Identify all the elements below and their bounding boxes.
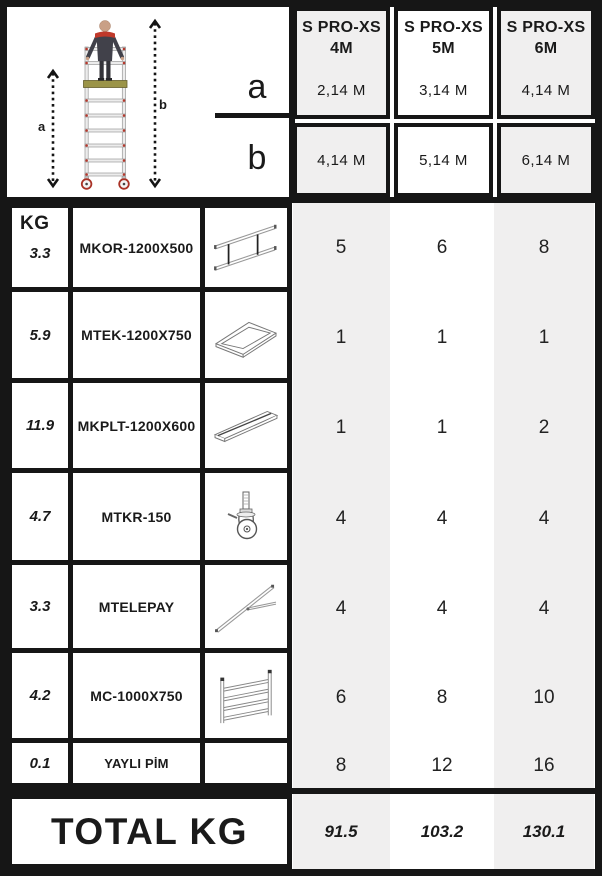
table-row xyxy=(12,565,287,653)
header-section xyxy=(7,7,595,197)
ab-row-divider xyxy=(215,113,289,118)
part-weight: 3.3 xyxy=(29,245,51,262)
part-code: YAYLI PİM xyxy=(104,755,169,771)
part-quantity: 8 xyxy=(538,236,550,258)
part-quantity: 8 xyxy=(335,754,347,776)
part-weight-cell xyxy=(12,743,73,783)
part-weight: 3.3 xyxy=(29,598,51,615)
part-weight-cell xyxy=(12,208,73,287)
part-code-cell xyxy=(73,473,205,560)
table-row xyxy=(12,383,287,473)
model-name xyxy=(404,11,483,60)
part-image-cell xyxy=(205,383,287,468)
total-value: 103.2 xyxy=(420,821,464,841)
part-code-cell xyxy=(73,383,205,468)
model-name xyxy=(302,11,381,60)
table-row xyxy=(12,473,287,565)
table-row xyxy=(12,208,287,292)
telescopic-brace-image xyxy=(212,577,280,637)
part-quantity: 5 xyxy=(335,236,347,258)
model-header-box-6m xyxy=(497,7,595,119)
part-quantity: 12 xyxy=(431,754,453,776)
part-weight: 4.7 xyxy=(29,508,51,525)
guardrail-image xyxy=(212,218,280,278)
part-weight-cell xyxy=(12,565,73,648)
part-image-cell xyxy=(205,292,287,378)
model-header-box-5m xyxy=(394,7,493,119)
part-quantity: 8 xyxy=(436,687,448,708)
dimension-b-box-4m xyxy=(293,123,390,197)
part-weight: 4.2 xyxy=(29,687,51,704)
dimension-b-value: 5,14 M xyxy=(419,151,468,169)
quantity-grid xyxy=(292,203,594,788)
part-weight-cell xyxy=(12,383,73,468)
total-value: 130.1 xyxy=(522,821,566,841)
part-image-cell xyxy=(205,473,287,560)
part-quantity: 1 xyxy=(436,326,448,348)
part-code: MKOR-1200X500 xyxy=(79,239,194,256)
end-frame-image xyxy=(212,305,280,365)
dimension-b-box-6m xyxy=(497,123,595,197)
table-row xyxy=(12,292,287,383)
part-quantity: 10 xyxy=(533,687,555,708)
part-code-cell xyxy=(73,743,205,783)
part-quantity: 6 xyxy=(335,687,347,708)
part-weight: 0.1 xyxy=(29,754,51,772)
part-weight-cell xyxy=(12,292,73,378)
part-quantity: 4 xyxy=(436,508,448,529)
dimension-b-box-5m xyxy=(394,123,493,197)
part-code-cell xyxy=(73,292,205,378)
model-size: 5M xyxy=(432,39,455,57)
model-series: S PRO-XS xyxy=(506,19,586,36)
part-code-cell xyxy=(73,565,205,648)
total-label-box xyxy=(7,794,292,869)
row-label-a: a xyxy=(247,68,267,106)
part-quantity: 2 xyxy=(538,417,550,438)
model-header-box-4m xyxy=(293,7,390,119)
part-code: MC-1000X750 xyxy=(90,687,183,704)
model-size: 6M xyxy=(534,39,558,57)
part-quantity: 4 xyxy=(538,598,550,619)
total-values-row xyxy=(292,794,594,869)
part-quantity: 4 xyxy=(335,598,347,619)
scaffold-tower-illustration xyxy=(15,9,235,193)
section-divider-total xyxy=(0,788,602,794)
total-label: TOTAL KG xyxy=(51,810,248,852)
arrow-a-label: a xyxy=(38,119,46,134)
part-code-cell xyxy=(73,653,205,738)
dimension-a-value: 4,14 M xyxy=(521,82,571,99)
kg-header: KG xyxy=(20,213,50,234)
dimension-b-value: 6,14 M xyxy=(521,151,571,169)
model-name xyxy=(507,11,586,60)
part-image-cell xyxy=(205,653,287,738)
table-row xyxy=(12,743,287,783)
part-image-cell xyxy=(205,208,287,287)
part-weight-cell xyxy=(12,653,73,738)
table-row xyxy=(12,653,287,743)
model-series: S PRO-XS xyxy=(404,19,483,36)
part-quantity: 16 xyxy=(533,754,555,776)
part-quantity: 1 xyxy=(335,417,347,438)
part-quantity: 1 xyxy=(335,326,347,348)
part-weight: 5.9 xyxy=(29,326,51,344)
platform-deck-image xyxy=(212,396,280,456)
caster-wheel-image xyxy=(221,485,271,549)
dimension-a-value: 2,14 M xyxy=(317,82,366,99)
section-divider-top xyxy=(0,197,602,203)
part-code-cell xyxy=(73,208,205,287)
part-quantity: 4 xyxy=(436,598,448,619)
part-quantity: 4 xyxy=(335,508,347,529)
parts-table xyxy=(7,203,292,788)
dimension-b-value: 4,14 M xyxy=(317,151,366,169)
part-code: MTKR-150 xyxy=(101,508,172,525)
total-value: 91.5 xyxy=(324,821,358,841)
row-label-b: b xyxy=(247,139,267,177)
part-image-cell xyxy=(205,565,287,648)
worker-figure xyxy=(86,21,124,81)
part-code: MKPLT-1200X600 xyxy=(77,417,196,434)
part-quantity: 4 xyxy=(538,508,550,529)
part-code: MTEK-1200X750 xyxy=(81,327,192,343)
part-quantity: 1 xyxy=(436,417,448,438)
part-quantity: 6 xyxy=(436,236,448,258)
part-quantity: 1 xyxy=(538,326,550,348)
dimension-a-value: 3,14 M xyxy=(419,82,468,99)
part-image-cell-empty xyxy=(205,743,287,783)
part-weight-cell xyxy=(12,473,73,560)
part-weight: 11.9 xyxy=(25,417,55,434)
arrow-b-label: b xyxy=(159,97,167,112)
model-series: S PRO-XS xyxy=(302,19,381,36)
part-code: MTELEPAY xyxy=(98,598,175,615)
tower-illustration-cell xyxy=(7,7,295,197)
ladder-frame-image xyxy=(212,665,280,727)
model-size: 4M xyxy=(330,39,353,57)
